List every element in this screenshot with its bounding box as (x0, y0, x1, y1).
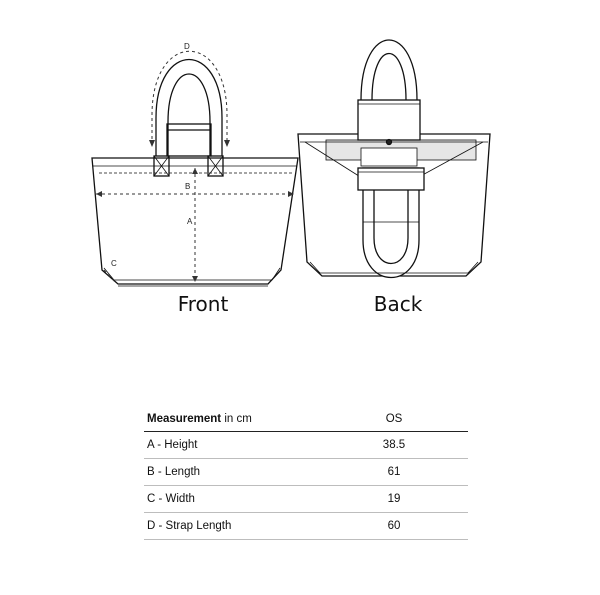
dimension-labels (111, 42, 193, 268)
measurement-table (144, 406, 468, 540)
dim-label-b: B (185, 182, 191, 191)
row-label: D - Strap Length (147, 520, 232, 532)
row-label: C - Width (147, 493, 195, 505)
dimension-guides (96, 51, 294, 283)
back-view-caption: Back (373, 292, 423, 316)
back-strap-top (361, 40, 417, 100)
dim-label-a: A (187, 217, 193, 226)
row-label: B - Length (147, 466, 201, 478)
header-measurement-cell (147, 413, 252, 425)
row-value: 60 (387, 520, 401, 532)
dim-label-d: D (184, 42, 190, 51)
table-row (144, 459, 468, 486)
row-value: 19 (387, 493, 401, 505)
dim-label-c: C (111, 259, 117, 268)
table-row (144, 513, 468, 540)
table-header-row (144, 406, 468, 432)
row-value: 61 (387, 466, 401, 478)
front-view-caption: Front (177, 292, 229, 316)
row-value: 38.5 (382, 439, 406, 451)
header-measurement-unit: in cm (221, 413, 252, 425)
table-row (144, 432, 468, 459)
header-measurement-bold: Measurement (147, 413, 222, 425)
table-row (144, 486, 468, 513)
header-size-cell: OS (385, 413, 403, 425)
back-view (298, 40, 490, 278)
row-label: A - Height (147, 439, 198, 451)
front-strap-inner (168, 74, 210, 156)
